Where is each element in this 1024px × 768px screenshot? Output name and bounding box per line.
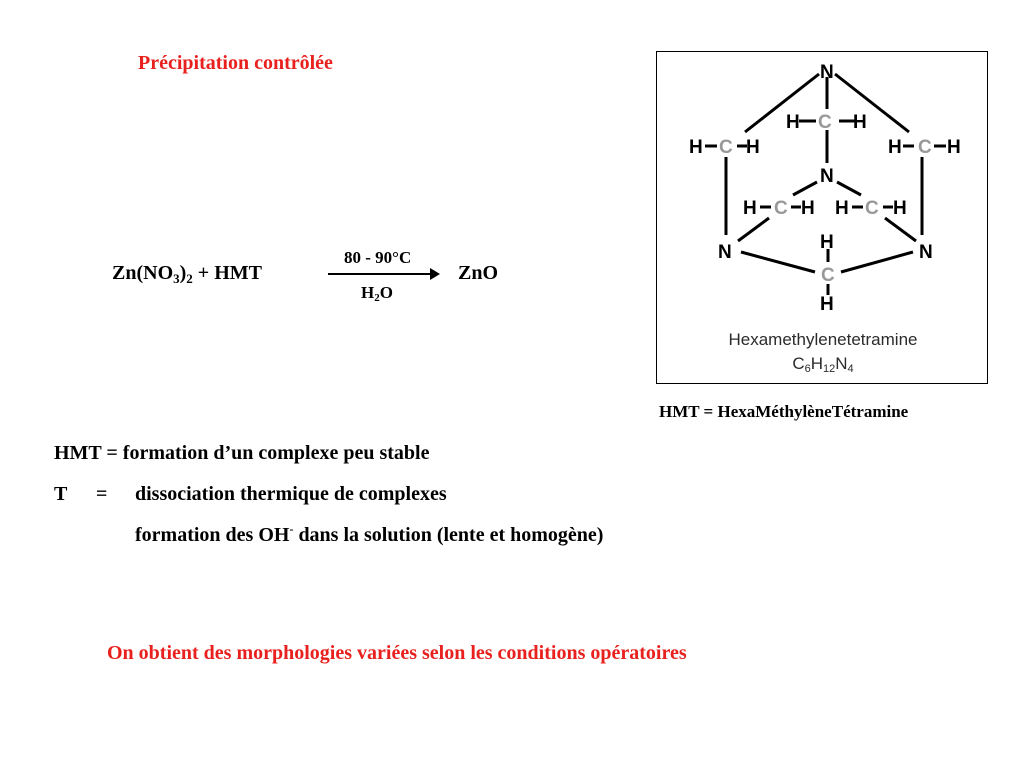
reaction-product: ZnO: [458, 262, 499, 284]
hmt-definition: HMT = HexaMéthylèneTétramine: [659, 402, 909, 421]
atom-c-right: C: [918, 137, 932, 158]
atom-c-inner-left: C: [774, 198, 788, 219]
atom-h-inner-right-2: H: [893, 198, 907, 219]
slide-title: Précipitation contrôlée: [138, 52, 333, 74]
reaction-solvent: $H_2O$: [361, 283, 393, 304]
atom-h-bottom: H: [820, 294, 834, 315]
structure-name: Hexamethylenetetramine: [728, 330, 918, 349]
atom-h-left-2: H: [746, 137, 760, 158]
atom-c-top: C: [818, 112, 832, 133]
atom-h-top-right: H: [853, 112, 867, 133]
conclusion-text: On obtient des morphologies variées selon les conditions opératoires: [107, 642, 687, 664]
atom-h-left-1: H: [689, 137, 703, 158]
reaction-temperature: 80 - 90°C: [344, 248, 412, 267]
reactant-hmt: + HMT: [197, 262, 262, 284]
structure-formula: $C_6H_{12}N_4$: [792, 354, 854, 375]
atom-h-inner-left-1: H: [743, 198, 757, 219]
atom-c-left: C: [719, 137, 733, 158]
hmt-structure-figure: [656, 51, 988, 384]
hmt-structure-diagram: [657, 52, 989, 385]
reaction-reactants: [112, 262, 262, 287]
line-hmt-complex: HMT = formation d’un complexe peu stable: [54, 442, 430, 464]
reactant-zinc-nitrate: $Zn(NO_3)_2$: [112, 262, 193, 286]
atom-h-inner-left-2: H: [801, 198, 815, 219]
reaction-arrow: [328, 273, 432, 275]
line-temperature-equals: =: [96, 483, 108, 505]
line-temperature-label: T: [54, 483, 68, 505]
atom-h-inner-right-1: H: [835, 198, 849, 219]
atom-n-top: N: [820, 62, 834, 83]
atom-c-bottom: C: [821, 265, 835, 286]
line-oh-formation: formation des OH- dans la solution (lente et homogène): [135, 522, 604, 546]
atom-h-right-2: H: [947, 137, 961, 158]
atom-h-bottom-top: H: [820, 232, 834, 253]
line-thermal-dissociation: dissociation thermique de complexes: [135, 483, 447, 505]
atom-h-right-1: H: [888, 137, 902, 158]
atom-c-inner-right: C: [865, 198, 879, 219]
atom-n-bottom-right: N: [919, 242, 933, 263]
atom-n-middle: N: [820, 166, 834, 187]
atom-h-top-left: H: [786, 112, 800, 133]
reaction-arrow-head: [430, 268, 440, 280]
atom-n-bottom-left: N: [718, 242, 732, 263]
